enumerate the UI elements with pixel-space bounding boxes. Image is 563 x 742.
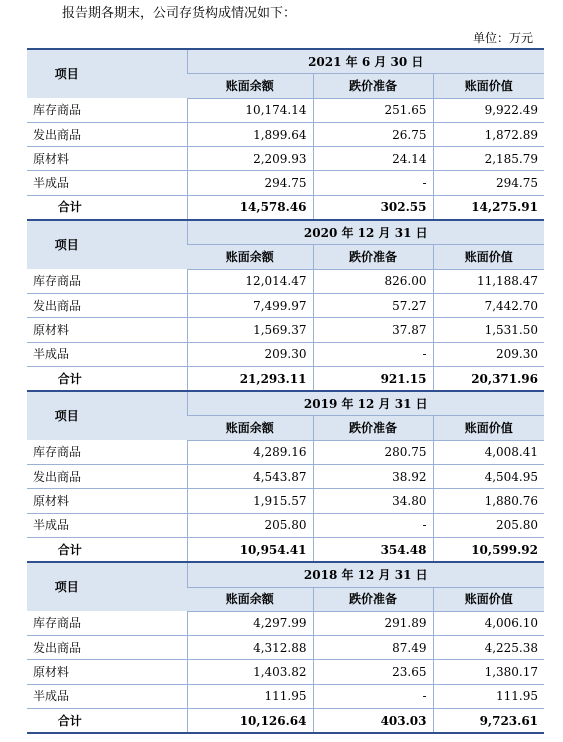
book-balance-value: 1,403.82 (187, 660, 313, 684)
total-book-balance: 10,126.64 (187, 709, 313, 734)
table-row (27, 440, 544, 464)
book-balance-value: 2,209.93 (187, 147, 313, 171)
total-book-value: 20,371.96 (433, 366, 544, 391)
total-provision: 403.03 (313, 709, 433, 734)
period-title: 2020 年 12 月 31 日 (187, 220, 544, 245)
intro-text: 报告期各期末，公司存货构成情况如下： (62, 6, 297, 21)
provision-value: 24.14 (313, 147, 433, 171)
total-book-value: 10,599.92 (433, 537, 544, 562)
table-row (27, 465, 544, 489)
table-row (27, 171, 544, 195)
provision-value: 280.75 (313, 440, 433, 464)
provision-value: 23.65 (313, 660, 433, 684)
period-header-row (27, 562, 544, 587)
item-name: 发出商品 (27, 293, 187, 317)
book-balance-header: 账面余额 (187, 74, 313, 98)
book-value-value: 4,225.38 (433, 636, 544, 660)
book-balance-value: 1,915.57 (187, 489, 313, 513)
table-row (27, 636, 544, 660)
total-provision: 921.15 (313, 366, 433, 391)
period-header-row (27, 220, 544, 245)
provision-value: - (313, 171, 433, 195)
total-book-balance: 10,954.41 (187, 537, 313, 562)
book-value-header: 账面价值 (433, 74, 544, 98)
item-name: 发出商品 (27, 636, 187, 660)
item-column-header: 项目 (27, 562, 187, 611)
provision-value: 26.75 (313, 122, 433, 146)
book-balance-value: 4,297.99 (187, 611, 313, 635)
total-row (27, 537, 544, 562)
item-column-header: 项目 (27, 220, 187, 269)
book-value-value: 4,504.95 (433, 465, 544, 489)
period-header-row (27, 391, 544, 416)
period-title: 2021 年 6 月 30 日 (187, 49, 544, 74)
provision-header: 跌价准备 (313, 245, 433, 269)
book-value-value: 205.80 (433, 513, 544, 537)
provision-header: 跌价准备 (313, 416, 433, 440)
book-value-value: 4,008.41 (433, 440, 544, 464)
table-row (27, 342, 544, 366)
book-balance-value: 4,543.87 (187, 465, 313, 489)
item-name: 库存商品 (27, 611, 187, 635)
table-row (27, 293, 544, 317)
book-balance-value: 4,289.16 (187, 440, 313, 464)
book-value-value: 7,442.70 (433, 293, 544, 317)
book-balance-header: 账面余额 (187, 587, 313, 611)
book-balance-value: 111.95 (187, 684, 313, 708)
book-value-value: 2,185.79 (433, 147, 544, 171)
provision-value: - (313, 684, 433, 708)
book-value-value: 9,922.49 (433, 98, 544, 122)
table-row (27, 513, 544, 537)
book-balance-header: 账面余额 (187, 245, 313, 269)
book-balance-value: 205.80 (187, 513, 313, 537)
total-label: 合计 (27, 537, 187, 562)
book-balance-value: 1,569.37 (187, 318, 313, 342)
item-name: 库存商品 (27, 269, 187, 293)
item-name: 原材料 (27, 660, 187, 684)
item-name: 原材料 (27, 489, 187, 513)
provision-value: 57.27 (313, 293, 433, 317)
table-row (27, 684, 544, 708)
item-name: 半成品 (27, 171, 187, 195)
item-name: 原材料 (27, 147, 187, 171)
provision-header: 跌价准备 (313, 74, 433, 98)
provision-value: - (313, 513, 433, 537)
book-value-value: 111.95 (433, 684, 544, 708)
provision-value: 251.65 (313, 98, 433, 122)
provision-value: - (313, 342, 433, 366)
book-balance-header: 账面余额 (187, 416, 313, 440)
book-balance-value: 7,499.97 (187, 293, 313, 317)
item-name: 原材料 (27, 318, 187, 342)
period-header-row (27, 49, 544, 74)
total-provision: 354.48 (313, 537, 433, 562)
book-balance-value: 10,174.14 (187, 98, 313, 122)
book-value-value: 1,880.76 (433, 489, 544, 513)
table-row (27, 660, 544, 684)
book-balance-value: 1,899.64 (187, 122, 313, 146)
total-label: 合计 (27, 366, 187, 391)
total-label: 合计 (27, 195, 187, 220)
table-row (27, 489, 544, 513)
book-value-value: 4,006.10 (433, 611, 544, 635)
book-value-value: 209.30 (433, 342, 544, 366)
provision-value: 87.49 (313, 636, 433, 660)
inventory-table (27, 48, 544, 734)
book-value-value: 1,872.89 (433, 122, 544, 146)
provision-value: 38.92 (313, 465, 433, 489)
book-value-value: 1,380.17 (433, 660, 544, 684)
provision-header: 跌价准备 (313, 587, 433, 611)
table-row (27, 318, 544, 342)
total-book-value: 14,275.91 (433, 195, 544, 220)
item-column-header: 项目 (27, 391, 187, 440)
item-column-header: 项目 (27, 49, 187, 98)
provision-value: 826.00 (313, 269, 433, 293)
table-row (27, 269, 544, 293)
book-value-value: 294.75 (433, 171, 544, 195)
inventory-table-body (27, 49, 544, 733)
total-book-balance: 14,578.46 (187, 195, 313, 220)
total-book-balance: 21,293.11 (187, 366, 313, 391)
book-value-header: 账面价值 (433, 416, 544, 440)
book-value-header: 账面价值 (433, 245, 544, 269)
total-label: 合计 (27, 709, 187, 734)
book-value-header: 账面价值 (433, 587, 544, 611)
unit-label: 单位：万元 (472, 31, 533, 45)
item-name: 半成品 (27, 684, 187, 708)
book-value-value: 11,188.47 (433, 269, 544, 293)
period-title: 2018 年 12 月 31 日 (187, 562, 544, 587)
provision-value: 37.87 (313, 318, 433, 342)
total-book-value: 9,723.61 (433, 709, 544, 734)
item-name: 库存商品 (27, 98, 187, 122)
total-row (27, 709, 544, 734)
item-name: 半成品 (27, 513, 187, 537)
table-row (27, 122, 544, 146)
table-row (27, 98, 544, 122)
total-provision: 302.55 (313, 195, 433, 220)
table-row (27, 147, 544, 171)
period-title: 2019 年 12 月 31 日 (187, 391, 544, 416)
total-row (27, 366, 544, 391)
book-balance-value: 12,014.47 (187, 269, 313, 293)
item-name: 发出商品 (27, 465, 187, 489)
item-name: 半成品 (27, 342, 187, 366)
item-name: 库存商品 (27, 440, 187, 464)
total-row (27, 195, 544, 220)
provision-value: 291.89 (313, 611, 433, 635)
book-value-value: 1,531.50 (433, 318, 544, 342)
book-balance-value: 4,312.88 (187, 636, 313, 660)
book-balance-value: 294.75 (187, 171, 313, 195)
item-name: 发出商品 (27, 122, 187, 146)
book-balance-value: 209.30 (187, 342, 313, 366)
provision-value: 34.80 (313, 489, 433, 513)
table-row (27, 611, 544, 635)
